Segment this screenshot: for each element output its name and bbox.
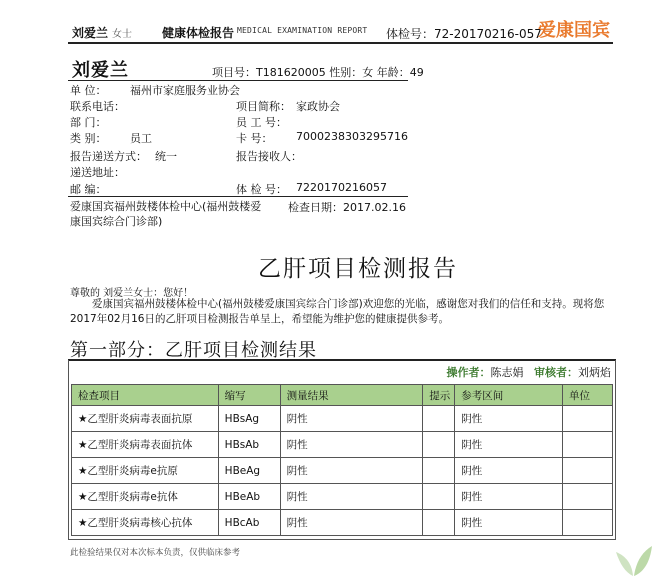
- table-cell: [423, 484, 455, 510]
- exam-date: 检查日期：2017.02.16: [288, 201, 406, 214]
- field-label: 递送地址：: [70, 166, 125, 179]
- table-cell: [563, 510, 613, 536]
- operator-label: 操作者：: [446, 366, 491, 379]
- table-header-cell: 提示: [423, 385, 455, 406]
- table-cell: ★乙型肝炎病毒表面抗原: [72, 406, 219, 432]
- table-cell: 阴性: [455, 406, 563, 432]
- results-table: [71, 384, 613, 536]
- greeting: 尊敬的 刘爱兰女士：您好！: [70, 288, 194, 299]
- table-header-cell: 检查项目: [72, 385, 219, 406]
- exam-center: 爱康国宾福州鼓楼体检中心(福州鼓楼爱康国宾综合门诊部): [70, 200, 262, 228]
- field-value: 家政协会: [296, 100, 340, 113]
- table-cell: HBsAg: [218, 406, 280, 432]
- table-cell: ★乙型肝炎病毒e抗原: [72, 458, 219, 484]
- table-cell: 阴性: [455, 458, 563, 484]
- field-label: 体 检 号：: [236, 183, 287, 196]
- patient-meta: 项目号：T181620005 性别：女 年龄：49: [212, 66, 424, 79]
- field-label: 邮 编：: [70, 183, 107, 196]
- table-row: [72, 458, 613, 484]
- header-patient-name: 刘爱兰: [72, 26, 109, 40]
- table-cell: 阴性: [280, 432, 423, 458]
- table-header-cell: 单位: [563, 385, 613, 406]
- table-cell: 阴性: [280, 406, 423, 432]
- table-header-cell: 测量结果: [280, 385, 423, 406]
- table-cell: ★乙型肝炎病毒表面抗体: [72, 432, 219, 458]
- field-label: 报告递送方式：: [70, 150, 147, 163]
- table-cell: 阴性: [280, 510, 423, 536]
- table-row: [72, 406, 613, 432]
- table-cell: [563, 458, 613, 484]
- results-panel: [68, 360, 616, 540]
- table-row: [72, 432, 613, 458]
- table-cell: HBeAg: [218, 458, 280, 484]
- field-value: 福州市家庭服务业协会: [130, 84, 240, 97]
- operator-name: 陈志娟: [490, 366, 524, 379]
- field-value: 7220170216057: [296, 181, 387, 194]
- table-cell: [563, 484, 613, 510]
- reviewer-label: 审核者：: [534, 366, 578, 379]
- field-value: 统一: [155, 150, 177, 163]
- footnote: 此检验结果仅对本次标本负责，仅供临床参考: [70, 548, 241, 558]
- report-heading: 乙肝项目检测报告: [258, 256, 458, 282]
- table-cell: [563, 406, 613, 432]
- header-gender: 女士: [112, 29, 132, 40]
- reviewer-name: 刘炳焰: [578, 366, 611, 379]
- table-cell: [423, 510, 455, 536]
- header-divider: [68, 42, 613, 44]
- section-title: 第一部分：乙肝项目检测结果: [70, 340, 317, 361]
- field-value: 7000238303295716: [296, 130, 408, 143]
- leaf-icon: [612, 534, 654, 578]
- field-label: 报告接收人：: [236, 150, 302, 163]
- table-cell: [423, 406, 455, 432]
- field-label: 联系电话：: [70, 100, 125, 113]
- table-cell: HBsAb: [218, 432, 280, 458]
- field-label: 单 位：: [70, 84, 107, 97]
- center-divider: [68, 196, 408, 197]
- header-report-title-en: MEDICAL EXAMINATION REPORT: [237, 26, 368, 35]
- table-cell: 阴性: [455, 510, 563, 536]
- header-exam-number: 体检号：72-20170216-057: [386, 27, 542, 41]
- field-label: 部 门：: [70, 116, 107, 129]
- table-header-cell: 参考区间: [455, 385, 563, 406]
- header-report-title: 健康体检报告: [162, 26, 235, 40]
- field-label: 员 工 号：: [236, 116, 287, 129]
- table-row: [72, 510, 613, 536]
- table-cell: HBcAb: [218, 510, 280, 536]
- table-header-cell: 缩写: [218, 385, 280, 406]
- table-cell: HBeAb: [218, 484, 280, 510]
- field-value: 员工: [130, 132, 152, 145]
- brand-logo: 爱康国宾: [538, 20, 610, 41]
- table-cell: 阴性: [280, 458, 423, 484]
- table-cell: [423, 432, 455, 458]
- patient-name: 刘爱兰: [72, 60, 129, 81]
- table-cell: [563, 432, 613, 458]
- table-cell: ★乙型肝炎病毒e抗体: [72, 484, 219, 510]
- patient-divider: [68, 80, 408, 81]
- table-cell: 阴性: [280, 484, 423, 510]
- table-cell: ★乙型肝炎病毒核心抗体: [72, 510, 219, 536]
- table-body: [72, 406, 613, 536]
- table-cell: 阴性: [455, 484, 563, 510]
- table-cell: [423, 458, 455, 484]
- field-label: 卡 号：: [236, 132, 273, 145]
- table-header-row: [72, 385, 613, 406]
- field-label: 项目简称：: [236, 100, 291, 113]
- intro-paragraph: 爱康国宾福州鼓楼体检中心(福州鼓楼爱康国宾综合门诊部)欢迎您的光临，感谢您对我们的信任和支持。现将您2017年02月16日的乙肝项目检测报告单呈上，希望能为维护您的健康提供参考。: [70, 298, 605, 325]
- table-row: [72, 484, 613, 510]
- operators: [447, 364, 612, 380]
- field-label: 类 别：: [70, 132, 107, 145]
- table-cell: 阴性: [455, 432, 563, 458]
